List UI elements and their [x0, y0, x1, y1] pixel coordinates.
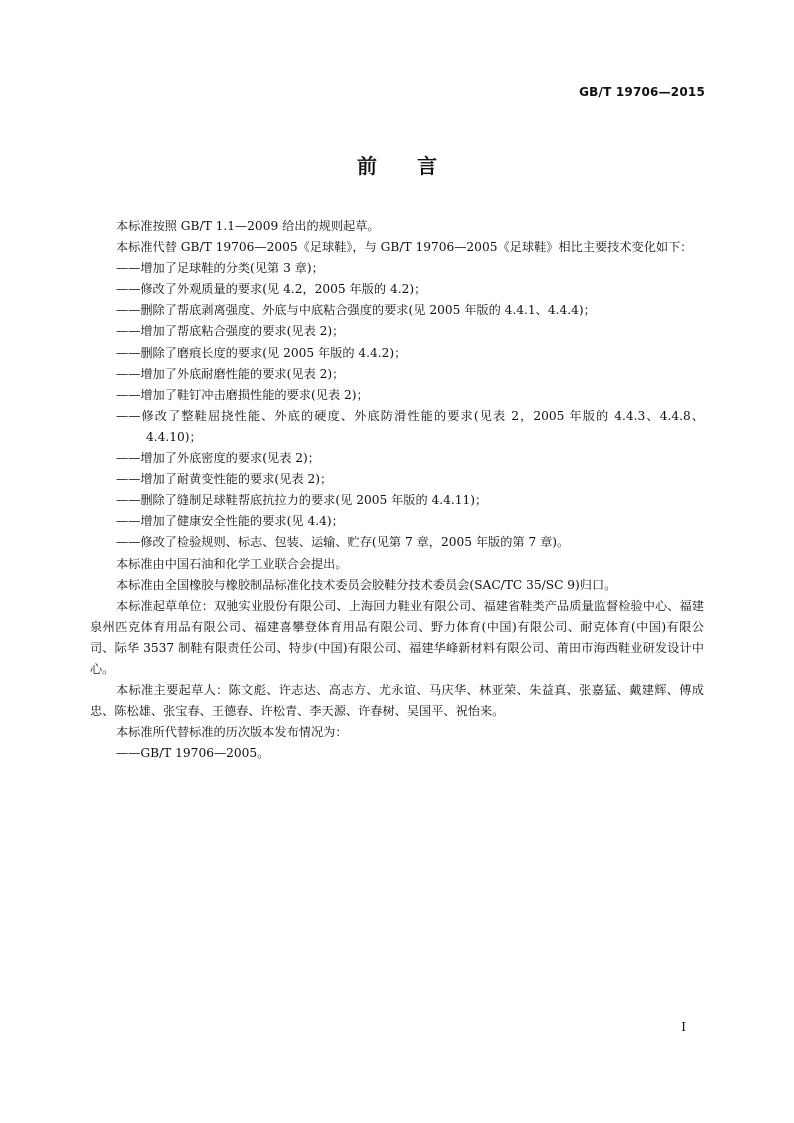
page-number: I [681, 1020, 686, 1034]
paragraph-proposed-by: 本标准由中国石油和化学工业联合会提出。 [116, 556, 348, 571]
list-item: ——增加了外底耐磨性能的要求(见表 2)； [116, 366, 345, 381]
paragraph-drafting-rules: 本标准按照 GB/T 1.1—2009 给出的规则起草。 [116, 219, 380, 233]
paragraph-drafting-units: 本标准起草单位：双驰实业股份有限公司、上海回力鞋业有限公司、福建省鞋类产品质量监督检验中心、福建泉州匹克体育用品有限公司、福建喜攀登体育用品有限公司、野力体育(中国)有限公司、耐克体育(中国)有限公司、际华 3537 制鞋有限责任公司、特步(中国)有限公司、福建华峰新材料有限公司、莆田市海西鞋业研发设计中心。 [90, 598, 704, 676]
list-item: ——增加了帮底粘合强度的要求(见表 2)； [116, 324, 345, 339]
list-item: ——删除了磨痕长度的要求(见 2005 年版的 4.4.2)； [116, 345, 407, 360]
list-item: ——GB/T 19706—2005。 [116, 746, 270, 761]
changes-list [90, 258, 704, 553]
list-item: ——增加了外底密度的要求(见表 2)； [116, 451, 320, 466]
list-item: ——修改了检验规则、标志、包装、运输、贮存(见第 7 章，2005 年版的第 7 章)。 [116, 535, 570, 550]
page-title: 前言 [357, 154, 477, 178]
paragraph-history-intro: 本标准所代替标准的历次版本发布情况为： [116, 725, 348, 740]
list-item: ——删除了缝制足球鞋帮底抗拉力的要求(见 2005 年版的 4.4.11)； [116, 493, 488, 508]
history-list [90, 743, 704, 764]
list-item: ——增加了鞋钉冲击磨损性能的要求(见表 2)； [116, 387, 369, 402]
paragraph-centralized-by: 本标准由全国橡胶与橡胶制品标准化技术委员会胶鞋分技术委员会(SAC/TC 35/SC 9)归口。 [116, 577, 617, 592]
list-item: ——增加了足球鞋的分类(见第 3 章)； [116, 261, 324, 276]
paragraph-replaces: 本标准代替 GB/T 19706—2005《足球鞋》，与 GB/T 19706—2005《足球鞋》相比主要技术变化如下： [116, 240, 693, 255]
list-item: ——修改了外观质量的要求(见 4.2，2005 年版的 4.2)； [116, 282, 427, 297]
standard-code: GB/T 19706—2015 [579, 85, 705, 99]
list-item: ——增加了健康安全性能的要求(见 4.4)； [116, 514, 344, 529]
list-item: ——删除了帮底剥离强度、外底与中底粘合强度的要求(见 2005 年版的 4.4.1、4.4.4)； [116, 303, 596, 318]
foreword-body [90, 216, 704, 764]
list-item: ——增加了耐黄变性能的要求(见表 2)； [116, 472, 333, 487]
list-item: ——修改了整鞋屈挠性能、外底的硬度、外底防滑性能的要求(见表 2，2005 年版的 4.4.3、4.4.8、4.4.10)； [116, 408, 704, 444]
paragraph-drafters: 本标准主要起草人：陈文彪、许志达、高志方、尤永谊、马庆华、林亚荣、朱益真、张嘉猛、戴建辉、傅成忠、陈松雄、张宝春、王德春、许松青、李天源、许春树、吴国平、祝怡来。 [90, 683, 704, 719]
